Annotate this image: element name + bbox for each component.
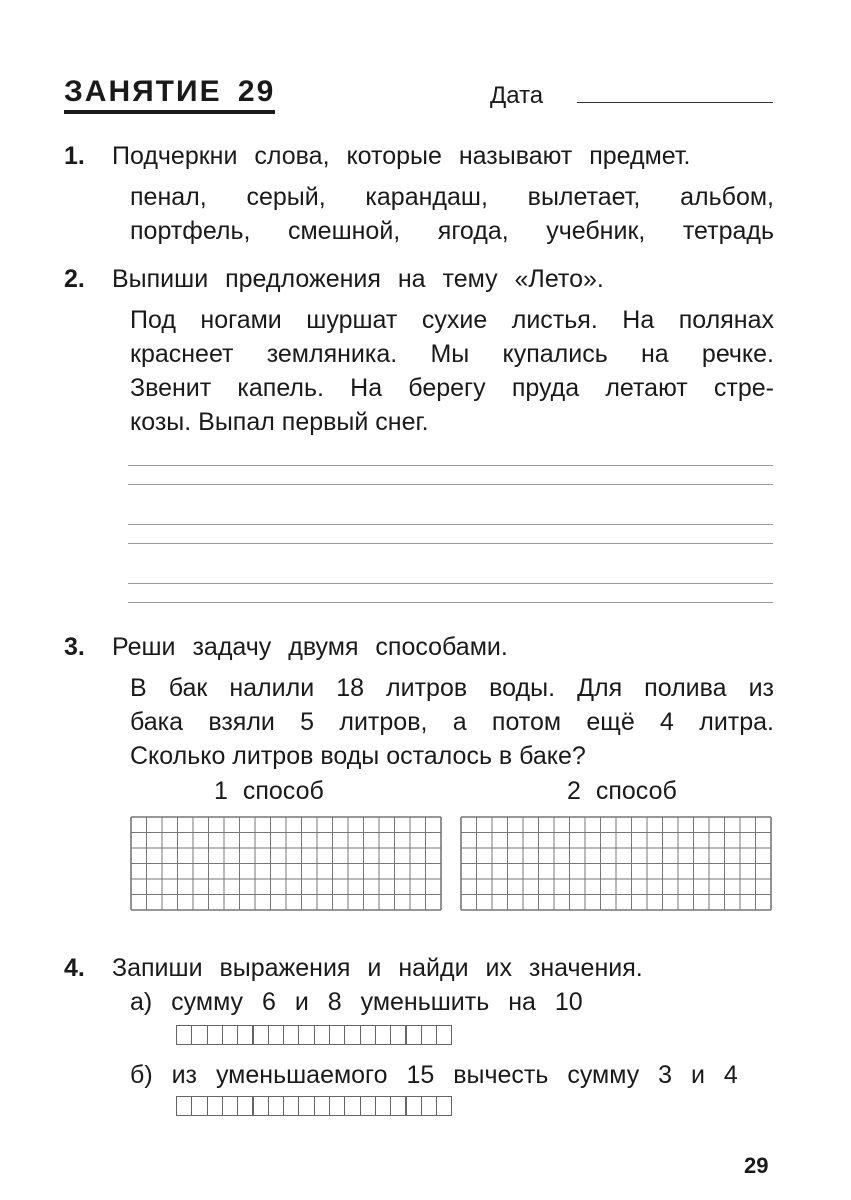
text-line: Звенит капель. На берегу пруда летают стре-	[130, 374, 774, 402]
answer-cell[interactable]	[360, 1096, 376, 1116]
writing-line[interactable]	[128, 543, 773, 544]
answer-cell[interactable]	[406, 1025, 422, 1045]
problem-line: В бак налили 18 литров воды. Для полива из	[130, 674, 774, 702]
answer-cell[interactable]	[176, 1025, 192, 1045]
date-field-line[interactable]	[577, 102, 773, 103]
answer-cell[interactable]	[207, 1096, 223, 1116]
task-title: Запиши выражения и найди их значения.	[112, 954, 643, 982]
answer-cell[interactable]	[207, 1025, 223, 1045]
task-3-problem	[130, 671, 774, 773]
method-2-grid[interactable]	[460, 816, 772, 916]
method-1-grid[interactable]	[130, 816, 442, 916]
answer-cell[interactable]	[191, 1096, 207, 1116]
task-title: Выпиши предложения на тему «Лето».	[112, 265, 604, 293]
answer-cell[interactable]	[268, 1096, 284, 1116]
answer-cell[interactable]	[253, 1025, 269, 1045]
answer-cell[interactable]	[375, 1096, 391, 1116]
answer-cell[interactable]	[375, 1025, 391, 1045]
answer-cell[interactable]	[344, 1025, 360, 1045]
answer-cell[interactable]	[406, 1096, 422, 1116]
writing-line[interactable]	[128, 484, 773, 485]
answer-cell[interactable]	[314, 1025, 330, 1045]
answer-cell[interactable]	[344, 1096, 360, 1116]
writing-line[interactable]	[128, 583, 773, 584]
writing-line[interactable]	[128, 465, 773, 466]
answer-cell[interactable]	[314, 1096, 330, 1116]
task-number: 3.	[64, 633, 85, 661]
answer-cell[interactable]	[390, 1096, 406, 1116]
task-number: 2.	[64, 265, 85, 293]
problem-line: бака взяли 5 литров, а потом ещё 4 литра.	[130, 708, 774, 736]
answer-cell[interactable]	[237, 1025, 253, 1045]
task-4-item-b: б) из уменьшаемого 15 вычесть сумму 3 и 4	[130, 1061, 738, 1089]
writing-line[interactable]	[128, 524, 773, 525]
words-line: портфель, смешной, ягода, учебник, тетрадь	[130, 217, 774, 245]
task-1-words	[130, 180, 774, 248]
answer-cell[interactable]	[436, 1096, 452, 1116]
answer-cell[interactable]	[298, 1096, 314, 1116]
answer-cell[interactable]	[268, 1025, 284, 1045]
problem-line: Сколько литров воды осталось в баке?	[130, 742, 586, 770]
grid-lines	[130, 816, 442, 911]
page-number: 29	[744, 1153, 769, 1178]
answer-cell[interactable]	[298, 1025, 314, 1045]
text-line: Под ногами шуршат сухие листья. На полянах	[130, 306, 774, 334]
answer-cell[interactable]	[253, 1096, 269, 1116]
words-line: пенал, серый, карандаш, вылетает, альбом,	[130, 183, 774, 211]
text-line: краснеет земляника. Мы купались на речке.	[130, 340, 774, 368]
answer-cell[interactable]	[176, 1096, 192, 1116]
method-1-label: 1 способ	[214, 777, 324, 805]
lesson-title: ЗАНЯТИЕ 29	[64, 76, 275, 114]
answer-cell[interactable]	[191, 1025, 207, 1045]
text-line: козы. Выпал первый снег.	[130, 408, 429, 436]
answer-cell[interactable]	[360, 1025, 376, 1045]
answer-cell[interactable]	[421, 1025, 437, 1045]
answer-cell[interactable]	[222, 1025, 238, 1045]
answer-cell[interactable]	[283, 1025, 299, 1045]
task-number: 1.	[64, 142, 85, 170]
answer-cell[interactable]	[222, 1096, 238, 1116]
task-4-item-a: а) сумму 6 и 8 уменьшить на 10	[130, 988, 583, 1016]
task-title: Реши задачу двумя способами.	[112, 633, 508, 661]
grid-lines	[460, 816, 772, 911]
task-2-text	[130, 303, 774, 439]
answer-cell[interactable]	[436, 1025, 452, 1045]
answer-cell[interactable]	[237, 1096, 253, 1116]
answer-cell[interactable]	[390, 1025, 406, 1045]
answer-cell[interactable]	[421, 1096, 437, 1116]
writing-line[interactable]	[128, 602, 773, 603]
task-title: Подчеркни слова, которые называют предмет.	[112, 142, 691, 170]
method-2-label: 2 способ	[567, 777, 677, 805]
date-label: Дата	[490, 82, 544, 109]
answer-cell[interactable]	[329, 1025, 345, 1045]
answer-cell[interactable]	[283, 1096, 299, 1116]
task-number: 4.	[64, 954, 85, 982]
answer-cell[interactable]	[329, 1096, 345, 1116]
